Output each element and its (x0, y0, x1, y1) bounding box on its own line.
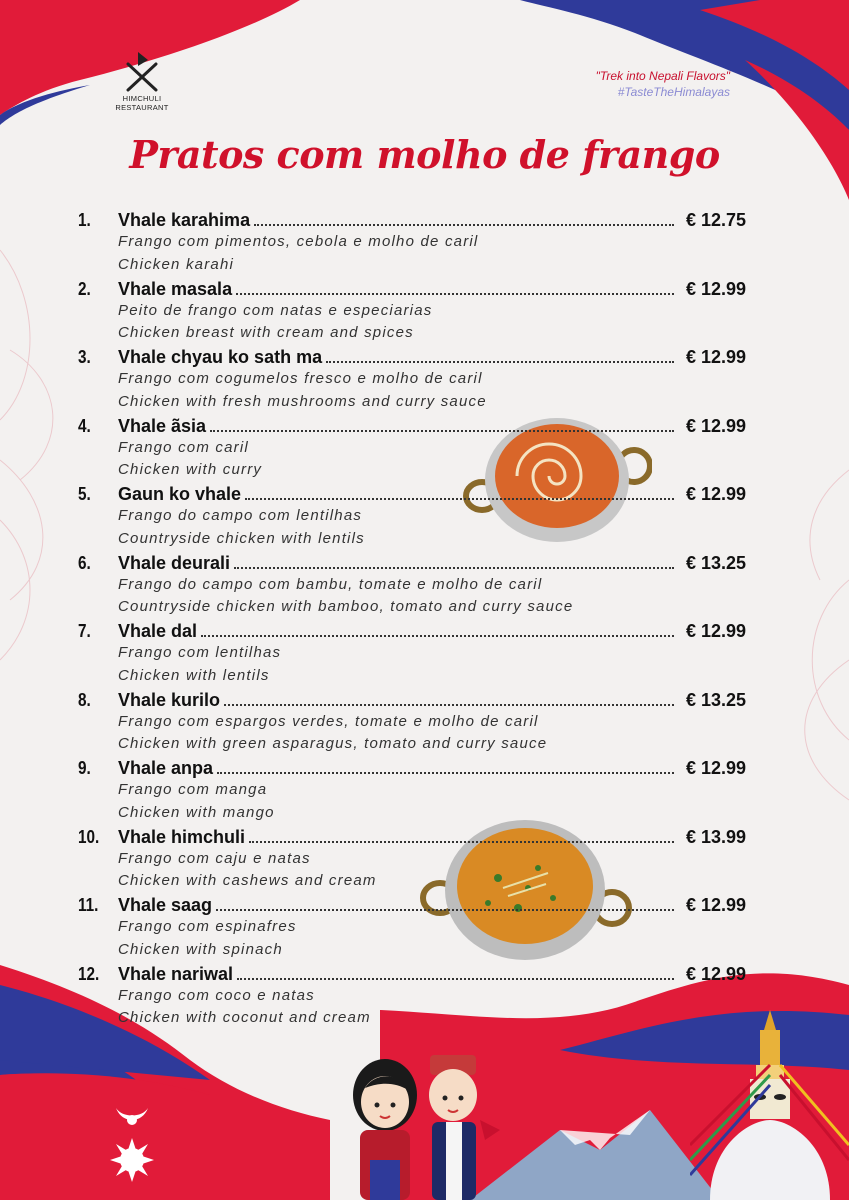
dot-leader (249, 841, 674, 843)
menu-item-number: 3. (78, 347, 91, 367)
tagline-slogan: "Trek into Nepali Flavors" (595, 69, 730, 83)
menu-item-price: € 13.99 (685, 826, 746, 847)
menu-item-description-en: Chicken with green asparagus, tomato and curry sauce (118, 735, 548, 752)
menu-item-price: € 12.99 (685, 278, 746, 299)
dot-leader (210, 430, 674, 432)
brand-name: HIMCHULI (122, 94, 162, 103)
menu-item-number: 11. (78, 895, 99, 915)
menu-item (78, 549, 746, 618)
menu-item-number: 5. (78, 484, 91, 504)
menu-item-number: 6. (78, 552, 91, 573)
menu-item-description-en: Chicken karahi (118, 255, 235, 273)
menu-item-description-pt: Frango com pimentos, cebola e molho de caril (118, 233, 479, 250)
menu-item-number: 4. (78, 415, 91, 436)
menu-item-header (78, 206, 746, 231)
menu-item-number: 9. (78, 758, 91, 778)
menu-item-description-pt: Frango com cogumelos fresco e molho de caril (118, 370, 483, 387)
menu-item-header (78, 617, 746, 642)
menu-item-header (78, 960, 746, 985)
dot-leader (224, 704, 674, 706)
menu-item-description-pt: Frango com caju e natas (118, 849, 311, 867)
menu-item-name: Vhale dal (118, 621, 198, 641)
menu-item-name: Vhale masala (118, 278, 233, 299)
menu-item-name: Vhale nariwal (118, 963, 234, 984)
menu-item-price: € 12.99 (685, 484, 746, 504)
crossed-knives-logo-icon (120, 50, 164, 94)
menu-item-header (78, 754, 746, 779)
menu-item-name: Vhale chyau ko sath ma (118, 347, 323, 367)
menu-item (78, 823, 746, 892)
menu-item-number: 2. (78, 278, 91, 299)
menu-item-header (78, 891, 746, 916)
menu-item-price: € 13.25 (685, 552, 746, 573)
menu-item (78, 343, 746, 412)
menu-item (78, 617, 746, 686)
menu-item-name: Vhale ãsia (118, 415, 207, 436)
dot-leader (326, 361, 674, 363)
menu-list (78, 206, 746, 1028)
menu-item (78, 891, 746, 960)
menu-item-price: € 12.75 (685, 210, 746, 230)
menu-item-number: 10. (78, 826, 100, 847)
tagline (596, 68, 730, 100)
menu-item-name: Vhale kurilo (118, 689, 221, 710)
menu-item-price: € 12.99 (685, 621, 746, 641)
menu-item-description-en: Chicken with curry (118, 461, 263, 478)
menu-item (78, 686, 746, 755)
menu-item-description-pt: Frango do campo com bambu, tomate e molho de caril (118, 575, 543, 593)
menu-item (78, 412, 746, 481)
menu-item-description-en: Countryside chicken with bamboo, tomato and curry sauce (118, 598, 574, 615)
menu-item-name: Vhale karahima (118, 210, 251, 230)
menu-item (78, 960, 746, 1029)
menu-item-price: € 12.99 (685, 347, 746, 367)
menu-item-header (78, 549, 746, 574)
menu-item-description-pt: Peito de frango com natas e especiarias (118, 301, 433, 319)
menu-item-name: Vhale himchuli (118, 826, 246, 847)
menu-item (78, 275, 746, 344)
menu-item-number: 8. (78, 689, 91, 710)
menu-item-name: Vhale deurali (118, 552, 231, 573)
menu-item-number: 7. (78, 621, 91, 641)
stupa-illustration (690, 1005, 849, 1200)
menu-item-description-pt: Frango com caril (118, 438, 249, 456)
menu-item-description-pt: Frango com manga (118, 781, 268, 798)
children-illustration (340, 1050, 520, 1200)
menu-item-price: € 12.99 (685, 895, 746, 915)
menu-item-header (78, 412, 746, 437)
menu-item-description-en: Chicken with spinach (118, 940, 283, 958)
dot-leader (201, 635, 674, 637)
menu-item-price: € 12.99 (685, 963, 746, 984)
brand-subtitle: RESTAURANT (115, 103, 169, 112)
menu-item-description-en: Chicken with lentils (118, 666, 270, 684)
dot-leader (236, 293, 674, 295)
menu-item-description-pt: Frango do campo com lentilhas (118, 507, 363, 524)
menu-item-description-pt: Frango com lentilhas (118, 644, 282, 661)
menu-item-description-en: Chicken with fresh mushrooms and curry sauce (118, 392, 487, 410)
menu-item-header (78, 686, 746, 711)
menu-item-number: 1. (78, 210, 91, 230)
page-title: Pratos com molho de frango (129, 132, 720, 177)
restaurant-logo (104, 50, 180, 112)
menu-item-name: Gaun ko vhale (118, 484, 242, 504)
menu-item-description-pt: Frango com espinafres (118, 918, 297, 935)
menu-item-description-en: Countryside chicken with lentils (118, 529, 365, 547)
menu-item-price: € 12.99 (685, 415, 746, 436)
dot-leader (234, 567, 674, 569)
menu-item (78, 206, 746, 275)
menu-item-description-pt: Frango com coco e natas (118, 986, 315, 1004)
tagline-hashtag: #TasteTheHimalayas (617, 85, 730, 99)
dot-leader (217, 772, 674, 774)
menu-item-description-pt: Frango com espargos verdes, tomate e molho de caril (118, 712, 539, 730)
menu-item-price: € 12.99 (685, 758, 746, 778)
dot-leader (216, 909, 674, 911)
menu-item-description-en: Chicken with mango (118, 803, 275, 821)
menu-item-number: 12. (78, 963, 100, 984)
menu-item-description-en: Chicken breast with cream and spices (118, 324, 414, 341)
menu-item (78, 480, 746, 549)
dot-leader (245, 498, 674, 500)
menu-item-header (78, 480, 746, 505)
menu-item-header (78, 823, 746, 848)
nepal-flag-mountain-icon (108, 1100, 156, 1188)
nepal-sun-icon (110, 1138, 154, 1182)
menu-item-price: € 13.25 (685, 689, 746, 710)
menu-item-description-en: Chicken with cashews and cream (118, 872, 377, 889)
menu-item-name: Vhale anpa (118, 758, 214, 778)
menu-item (78, 754, 746, 823)
menu-item-name: Vhale saag (118, 895, 213, 915)
menu-item-description-en: Chicken with coconut and cream (118, 1009, 371, 1026)
menu-item-header (78, 343, 746, 368)
dot-leader (237, 978, 674, 980)
dot-leader (254, 224, 674, 226)
menu-item-header (78, 275, 746, 300)
